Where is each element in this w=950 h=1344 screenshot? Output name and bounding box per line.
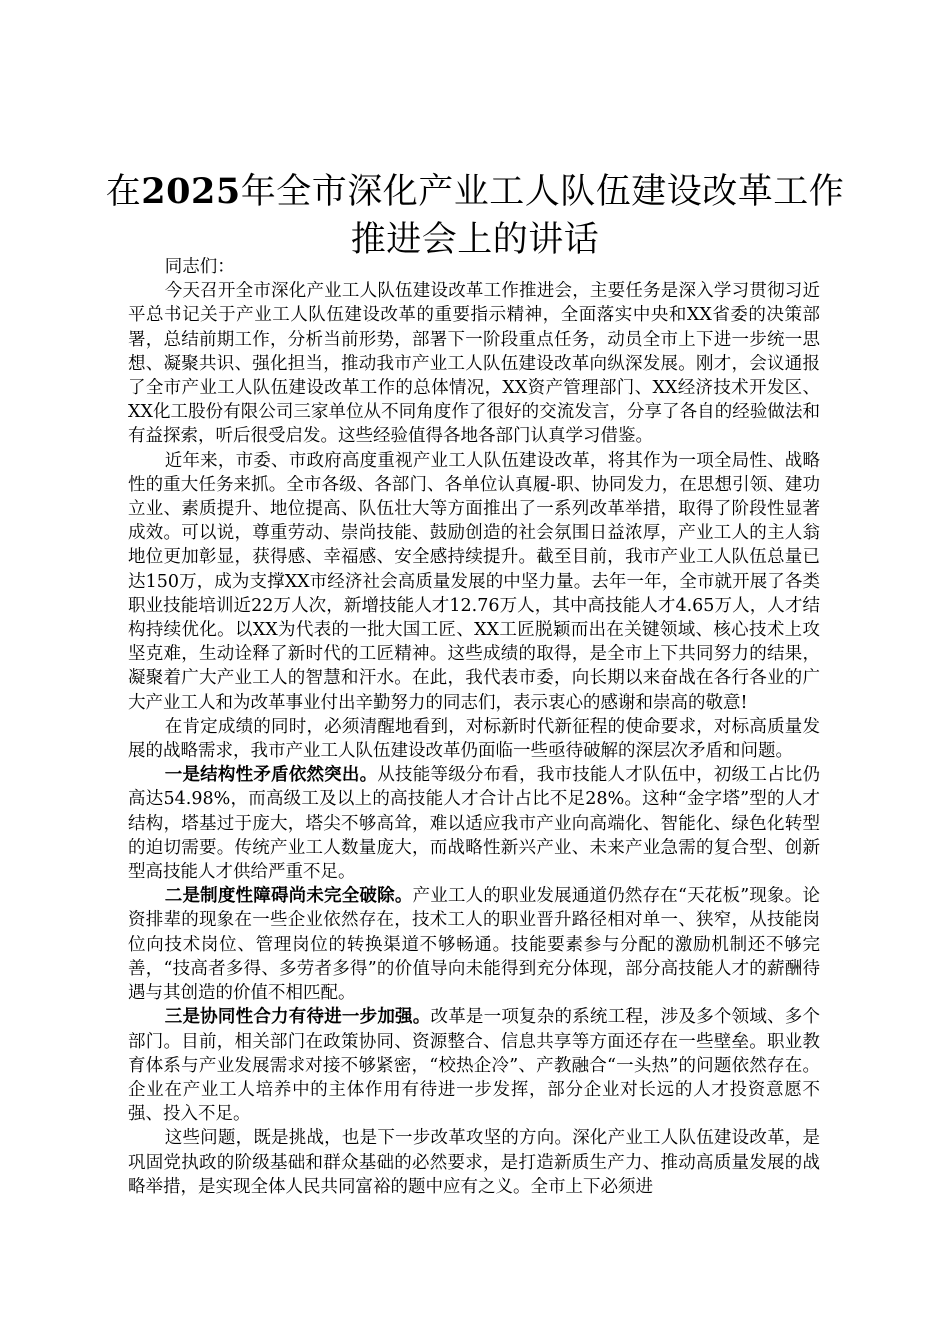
paragraph-problem-2	[128, 884, 820, 1005]
paragraph-lead: 一是结构性矛盾依然突出。	[164, 765, 378, 786]
paragraph-text: 近年来，市委、市政府高度重视产业工人队伍建设改革，将其作为一项全局性、战略性的重大任务来抓。全市各级、各部门、各单位认真履-职、协同发力，在思想引领、建功立业、素质提升、地位提高、队伍壮大等方面推出了一系列改革举措，取得了阶段性显著成效。可以说，尊重劳动、崇尚技能、鼓励创造的社会氛围日益浓厚，产业工人的主人翁地位更加彰显，获得感、幸福感、安全感持续提升。截至目前，我市产业工人队伍总量已达150万，成为支撑XX市经济社会高质量发展的中坚力量。去年一年，全市就开展了各类职业技能培训近22万人次，新增技能人才12.76万人，其中高技能人才4.65万人，人才结构持续优化。以XX为代表的一批大国工匠、XX工匠脱颖而出在关键领域、核心技术上攻坚克难，生动诠释了新时代的工匠精神。这些成绩的取得，是全市上下共同努力的结果，凝聚着广大产业工人的智慧和汗水。在此，我代表市委，向长期以来奋战在各行各业的广大产业工人和为改革事业付出辛勤努力的同志们，表示衷心的感谢和崇高的敬意!	[128, 450, 820, 713]
paragraph-lead: 二是制度性障碍尚未完全破除。	[164, 886, 413, 907]
paragraph-conclusion	[128, 1126, 820, 1199]
greeting: 同志们：	[164, 257, 235, 277]
paragraph-text: 产业工人的职业发展通道仍然存在“天花板”现象。论资排辈的现象在一些企业依然存在，技术工人的职业晋升路径相对单一、狭窄，从技能岗位向技术岗位、管理岗位的转换渠道不够畅通。技能要素参与分配的激励机制还不够完善，“技高者多得、多劳者多得”的价值导向未能得到充分体现，部分高技能人才的薪酬待遇与其创造的价值不相匹配。	[128, 886, 820, 1004]
paragraph-problem-3	[128, 1005, 820, 1126]
speech-body	[128, 255, 820, 1199]
title-year: 2025	[141, 171, 241, 212]
paragraph-achievements	[128, 449, 820, 715]
document-title	[100, 168, 850, 264]
paragraph-lead: 三是协同性合力有待进一步加强。	[164, 1007, 431, 1028]
paragraph-problem-1	[128, 763, 820, 884]
paragraph-text: 改革是一项复杂的系统工程，涉及多个领域、多个部门。目前，相关部门在政策协同、资源整合、信息共享等方面还存在一些壁垒。职业教育体系与产业发展需求对接不够紧密，“校热企冷”、产教融合“一头热”的问题依然存在。企业在产业工人培养中的主体作用有待进一步发挥，部分企业对长远的人才投资意愿不强、投入不足。	[128, 1007, 821, 1125]
paragraph-text: 这些问题，既是挑战，也是下一步改革攻坚的方向。深化产业工人队伍建设改革，是巩固党执政的阶级基础和群众基础的必然要求，是打造新质生产力、推动高质量发展的战略举措，是实现全体人民共同富裕的题中应有之义。全市上下必须进	[128, 1128, 820, 1197]
paragraph-text: 从技能等级分布看，我市技能人才队伍中，初级工占比仍高达54.98%，而高级工及以上的高技能人才合计占比不足28%。这种“金字塔”型的人才结构，塔基过于庞大，塔尖不够高耸，难以适应我市产业向高端化、智能化、绿色化转型的迫切需要。传统产业工人数量庞大，而战略性新兴产业、未来产业急需的复合型、创新型高技能人才供给严重不足。	[128, 765, 821, 883]
title-suffix: 年全市深化产业工人队伍建设改革工作推进会上的讲话	[240, 172, 845, 260]
paragraph-opening	[128, 279, 820, 448]
paragraph-problems-intro	[128, 715, 820, 763]
paragraph-text: 在肯定成绩的同时，必须清醒地看到，对标新时代新征程的使命要求，对标高质量发展的战略需求，我市产业工人队伍建设改革仍面临一些亟待破解的深层次矛盾和问题。	[128, 716, 820, 762]
title-prefix: 在	[105, 172, 142, 212]
paragraph-text: 今天召开全市深化产业工人队伍建设改革工作推进会，主要任务是深入学习贯彻习近平总书记关于产业工人队伍建设改革的重要指示精神，全面落实中央和XX省委的决策部署，总结前期工作，分析当前形势，部署下一阶段重点任务，动员全市上下进一步统一思想、凝聚共识、强化担当，推动我市产业工人队伍建设改革向纵深发展。刚才，会议通报了全市产业工人队伍建设改革工作的总体情况，XX资产管理部门、XX经济技术开发区、XX化工股份有限公司三家单位从不同角度作了很好的交流发言，分享了各自的经验做法和有益探索，听后很受启发。这些经验值得各地各部门认真学习借鉴。	[128, 281, 820, 447]
